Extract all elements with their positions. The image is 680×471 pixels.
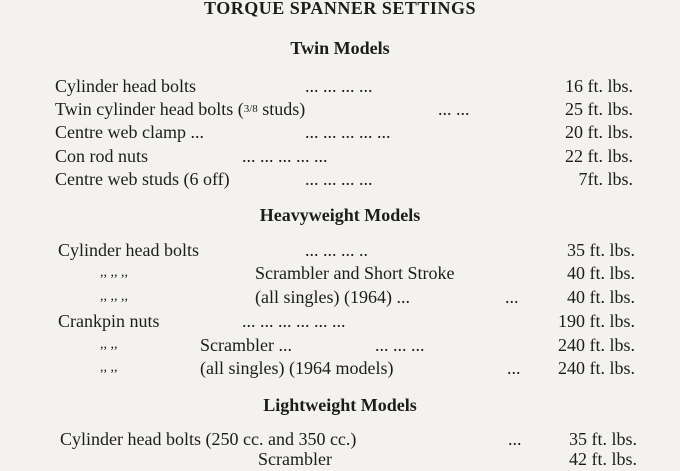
table-row [0, 261, 680, 285]
ditto-marks: ,, ,, ,, [100, 289, 128, 304]
leader-dots: ... ... ... .. [305, 240, 368, 260]
row-value: 22 ft. lbs. [564, 146, 633, 166]
row-label: Scrambler and Short Stroke [255, 263, 455, 283]
row-label: Centre web clamp ... [55, 122, 204, 142]
table-row [0, 333, 680, 357]
leader-dots: ... ... ... ... [305, 76, 373, 96]
row-value: 25 ft. lbs. [564, 99, 633, 119]
table-row [0, 285, 680, 309]
row-value: 42 ft. lbs. [568, 449, 637, 469]
table-row [0, 120, 680, 144]
leader-dots: ... [505, 287, 519, 307]
ditto-marks: ,, ,, ,, [100, 265, 128, 280]
row-value: 190 ft. lbs. [557, 311, 635, 331]
row-value: 35 ft. lbs. [566, 240, 635, 260]
section-heading-lightweight: Lightweight Models [263, 395, 417, 415]
table-row [0, 356, 680, 380]
table-row [0, 74, 680, 98]
leader-dots: ... ... ... ... ... [305, 122, 391, 142]
ditto-marks: ,, ,, [100, 360, 118, 375]
row-label: Cylinder head bolts [58, 240, 199, 260]
row-label: (all singles) (1964) ... [255, 287, 410, 307]
row-label: Scrambler ... [200, 335, 292, 355]
table-row [0, 167, 680, 191]
leader-dots: ... [508, 429, 522, 449]
row-value: 35 ft. lbs. [568, 429, 637, 449]
row-label: (all singles) (1964 models) [200, 358, 394, 378]
leader-dots: ... ... ... ... [305, 169, 373, 189]
page-title: TORQUE SPANNER SETTINGS [204, 0, 476, 18]
row-label: Con rod nuts [55, 146, 149, 166]
row-value: 7ft. lbs. [578, 169, 633, 189]
row-label: Centre web studs (6 off) [55, 169, 230, 189]
table-row [0, 447, 680, 471]
row-value: 240 ft. lbs. [557, 358, 635, 378]
row-label: Cylinder head bolts [55, 76, 196, 96]
section-heading-heavyweight: Heavyweight Models [259, 205, 421, 225]
section-heading-twin: Twin Models [290, 38, 390, 58]
table-row [0, 144, 680, 168]
row-label: Twin cylinder head bolts (3/8 studs) [55, 99, 306, 119]
leader-dots: ... ... ... [375, 335, 425, 355]
row-label: Scrambler [258, 449, 332, 469]
row-value: 16 ft. lbs. [564, 76, 633, 96]
leader-dots: ... ... ... ... ... ... [242, 311, 346, 331]
row-label: Cylinder head bolts (250 cc. and 350 cc.) [60, 429, 357, 449]
leader-dots: ... ... ... ... ... [242, 146, 328, 166]
table-row [0, 238, 680, 262]
row-value: 20 ft. lbs. [564, 122, 633, 142]
table-row [0, 97, 680, 121]
row-value: 40 ft. lbs. [566, 263, 635, 283]
table-row [0, 309, 680, 333]
row-value: 240 ft. lbs. [557, 335, 635, 355]
leader-dots: ... [507, 358, 521, 378]
leader-dots: ... ... [438, 99, 470, 119]
ditto-marks: ,, ,, [100, 337, 118, 352]
row-value: 40 ft. lbs. [566, 287, 635, 307]
row-label: Crankpin nuts [58, 311, 160, 331]
